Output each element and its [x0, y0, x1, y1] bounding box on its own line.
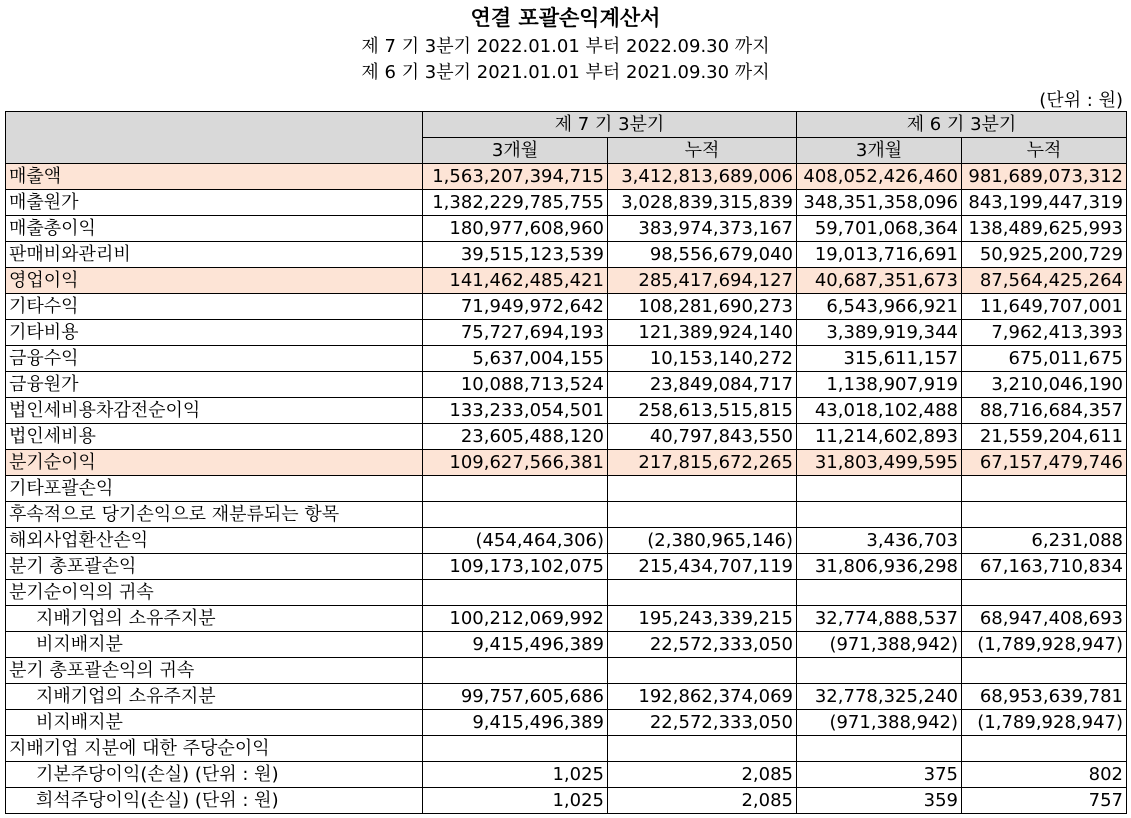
value-cell	[797, 476, 962, 502]
value-cell: 98,556,679,040	[608, 242, 797, 268]
value-cell: 138,489,625,993	[962, 216, 1127, 242]
row-label: 법인세비용차감전순이익	[6, 398, 423, 424]
value-cell	[608, 736, 797, 762]
income-statement-table	[5, 111, 1127, 814]
value-cell: 100,212,069,992	[423, 606, 608, 632]
table-row	[6, 580, 1127, 606]
value-cell: 40,797,843,550	[608, 424, 797, 450]
value-cell: 1,025	[423, 762, 608, 788]
value-cell: 195,243,339,215	[608, 606, 797, 632]
value-cell: 109,627,566,381	[423, 450, 608, 476]
row-label: 비지배지분	[6, 710, 423, 736]
table-row	[6, 710, 1127, 736]
row-label: 기타포괄손익	[6, 476, 423, 502]
value-cell	[962, 580, 1127, 606]
table-row	[6, 554, 1127, 580]
value-cell: (971,388,942)	[797, 710, 962, 736]
value-cell: 59,701,068,364	[797, 216, 962, 242]
value-cell	[423, 502, 608, 528]
row-label: 금융원가	[6, 372, 423, 398]
value-cell	[962, 736, 1127, 762]
table-row	[6, 788, 1127, 814]
row-label: 후속적으로 당기손익으로 재분류되는 항목	[6, 502, 423, 528]
value-cell: 3,436,703	[797, 528, 962, 554]
row-label: 희석주당이익(손실) (단위 : 원)	[6, 788, 423, 814]
value-cell: 109,173,102,075	[423, 554, 608, 580]
value-cell	[608, 580, 797, 606]
value-cell: 7,962,413,393	[962, 320, 1127, 346]
value-cell	[423, 736, 608, 762]
value-cell: 87,564,425,264	[962, 268, 1127, 294]
row-label: 매출액	[6, 164, 423, 190]
period-current: 제 7 기 3분기 2022.01.01 부터 2022.09.30 까지	[361, 36, 770, 57]
value-cell: 99,757,605,686	[423, 684, 608, 710]
value-cell: 88,716,684,357	[962, 398, 1127, 424]
value-cell: 133,233,054,501	[423, 398, 608, 424]
value-cell: 32,778,325,240	[797, 684, 962, 710]
value-cell: (971,388,942)	[797, 632, 962, 658]
value-cell: 375	[797, 762, 962, 788]
value-cell: 6,543,966,921	[797, 294, 962, 320]
value-cell: 1,382,229,785,755	[423, 190, 608, 216]
row-label: 분기 총포괄손익의 귀속	[6, 658, 423, 684]
value-cell: 11,649,707,001	[962, 294, 1127, 320]
value-cell: 121,389,924,140	[608, 320, 797, 346]
table-row	[6, 268, 1127, 294]
value-cell: 192,862,374,069	[608, 684, 797, 710]
value-cell: 39,515,123,539	[423, 242, 608, 268]
header-cum: 누적	[608, 138, 797, 164]
table-row	[6, 606, 1127, 632]
row-label: 분기순이익의 귀속	[6, 580, 423, 606]
table-row	[6, 736, 1127, 762]
table-row	[6, 398, 1127, 424]
value-cell: 180,977,608,960	[423, 216, 608, 242]
value-cell	[962, 476, 1127, 502]
value-cell: 10,153,140,272	[608, 346, 797, 372]
row-label: 영업이익	[6, 268, 423, 294]
row-label: 기본주당이익(손실) (단위 : 원)	[6, 762, 423, 788]
value-cell: 10,088,713,524	[423, 372, 608, 398]
value-cell: 40,687,351,673	[797, 268, 962, 294]
table-row	[6, 320, 1127, 346]
value-cell: 3,028,839,315,839	[608, 190, 797, 216]
row-label: 매출원가	[6, 190, 423, 216]
value-cell: (2,380,965,146)	[608, 528, 797, 554]
value-cell: 217,815,672,265	[608, 450, 797, 476]
header-3m: 3개월	[423, 138, 608, 164]
value-cell: 3,389,919,344	[797, 320, 962, 346]
value-cell	[608, 502, 797, 528]
value-cell: (1,789,928,947)	[962, 632, 1127, 658]
table-row	[6, 476, 1127, 502]
value-cell	[608, 476, 797, 502]
table-row	[6, 424, 1127, 450]
row-label: 지배기업의 소유주지분	[6, 606, 423, 632]
value-cell	[797, 658, 962, 684]
row-label: 분기 총포괄손익	[6, 554, 423, 580]
row-label: 판매비와관리비	[6, 242, 423, 268]
row-label: 기타수익	[6, 294, 423, 320]
table-row	[6, 528, 1127, 554]
value-cell: 359	[797, 788, 962, 814]
table-row	[6, 372, 1127, 398]
page-title: 연결 포괄손익계산서	[470, 6, 661, 30]
table-row	[6, 242, 1127, 268]
value-cell: 3,210,046,190	[962, 372, 1127, 398]
table-row	[6, 164, 1127, 190]
header-3m: 3개월	[797, 138, 962, 164]
value-cell: 23,849,084,717	[608, 372, 797, 398]
table-row	[6, 450, 1127, 476]
value-cell: 5,637,004,155	[423, 346, 608, 372]
value-cell: 1,563,207,394,715	[423, 164, 608, 190]
value-cell: 2,085	[608, 788, 797, 814]
value-cell: 1,025	[423, 788, 608, 814]
value-cell: 11,214,602,893	[797, 424, 962, 450]
row-label: 법인세비용	[6, 424, 423, 450]
value-cell: 675,011,675	[962, 346, 1127, 372]
value-cell	[423, 476, 608, 502]
period-prior: 제 6 기 3분기 2021.01.01 부터 2021.09.30 까지	[361, 62, 770, 83]
value-cell: 108,281,690,273	[608, 294, 797, 320]
value-cell	[423, 580, 608, 606]
value-cell: 75,727,694,193	[423, 320, 608, 346]
value-cell: 2,085	[608, 762, 797, 788]
value-cell: 9,415,496,389	[423, 710, 608, 736]
value-cell	[962, 502, 1127, 528]
value-cell: 21,559,204,611	[962, 424, 1127, 450]
value-cell: 31,803,499,595	[797, 450, 962, 476]
value-cell: 3,412,813,689,006	[608, 164, 797, 190]
value-cell: 981,689,073,312	[962, 164, 1127, 190]
row-label: 분기순이익	[6, 450, 423, 476]
value-cell: 258,613,515,815	[608, 398, 797, 424]
value-cell: 67,163,710,834	[962, 554, 1127, 580]
table-row	[6, 190, 1127, 216]
table-row	[6, 502, 1127, 528]
value-cell: 67,157,479,746	[962, 450, 1127, 476]
row-label: 지배기업의 소유주지분	[6, 684, 423, 710]
row-label: 비지배지분	[6, 632, 423, 658]
value-cell: 9,415,496,389	[423, 632, 608, 658]
value-cell: 68,953,639,781	[962, 684, 1127, 710]
value-cell: 71,949,972,642	[423, 294, 608, 320]
value-cell	[797, 502, 962, 528]
value-cell: 408,052,426,460	[797, 164, 962, 190]
value-cell: 215,434,707,119	[608, 554, 797, 580]
value-cell: 31,806,936,298	[797, 554, 962, 580]
value-cell: 383,974,373,167	[608, 216, 797, 242]
header-cum: 누적	[962, 138, 1127, 164]
table-row	[6, 632, 1127, 658]
value-cell: 22,572,333,050	[608, 632, 797, 658]
value-cell: 348,351,358,096	[797, 190, 962, 216]
value-cell	[423, 658, 608, 684]
value-cell: 757	[962, 788, 1127, 814]
header-row-periods	[6, 112, 1127, 138]
value-cell: 50,925,200,729	[962, 242, 1127, 268]
value-cell: 23,605,488,120	[423, 424, 608, 450]
header-period-7: 제 7 기 3분기	[423, 112, 797, 138]
row-label: 해외사업환산손익	[6, 528, 423, 554]
value-cell: 6,231,088	[962, 528, 1127, 554]
value-cell: 315,611,157	[797, 346, 962, 372]
value-cell	[797, 580, 962, 606]
row-label: 매출총이익	[6, 216, 423, 242]
value-cell: (454,464,306)	[423, 528, 608, 554]
value-cell: 32,774,888,537	[797, 606, 962, 632]
unit-label: (단위 : 원)	[1039, 90, 1123, 111]
row-label: 지배기업 지분에 대한 주당순이익	[6, 736, 423, 762]
value-cell	[797, 736, 962, 762]
value-cell: 141,462,485,421	[423, 268, 608, 294]
value-cell: 19,013,716,691	[797, 242, 962, 268]
table-row	[6, 294, 1127, 320]
row-label: 금융수익	[6, 346, 423, 372]
value-cell: 843,199,447,319	[962, 190, 1127, 216]
header-blank	[6, 112, 423, 164]
value-cell: 43,018,102,488	[797, 398, 962, 424]
value-cell: 285,417,694,127	[608, 268, 797, 294]
value-cell: (1,789,928,947)	[962, 710, 1127, 736]
value-cell: 1,138,907,919	[797, 372, 962, 398]
value-cell	[608, 658, 797, 684]
table-row	[6, 346, 1127, 372]
header-period-6: 제 6 기 3분기	[797, 112, 1127, 138]
table-row	[6, 762, 1127, 788]
row-label: 기타비용	[6, 320, 423, 346]
table-row	[6, 658, 1127, 684]
value-cell: 802	[962, 762, 1127, 788]
table-row	[6, 684, 1127, 710]
value-cell	[962, 658, 1127, 684]
value-cell: 68,947,408,693	[962, 606, 1127, 632]
table-row	[6, 216, 1127, 242]
value-cell: 22,572,333,050	[608, 710, 797, 736]
